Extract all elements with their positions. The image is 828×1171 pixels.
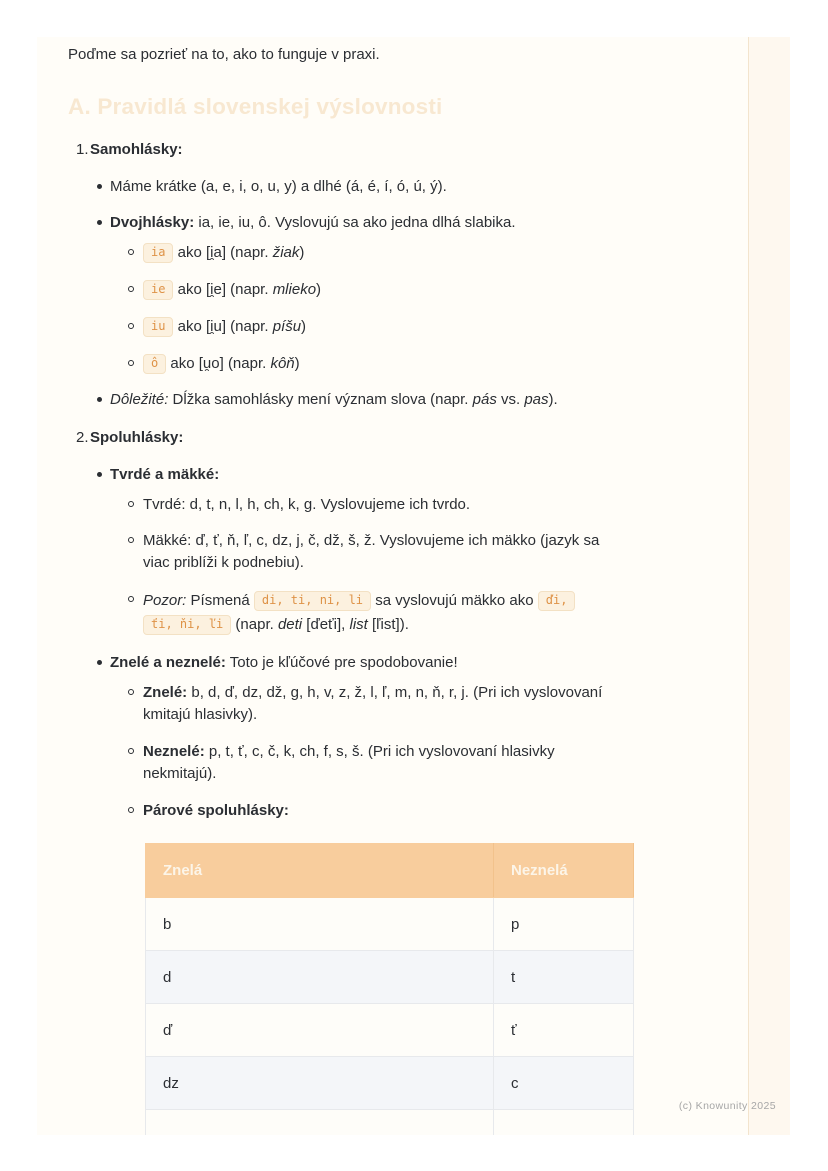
table-cell: [494, 1110, 634, 1136]
bullet-label-italic: Dôležité:: [110, 391, 169, 408]
item-title: Spoluhlásky:: [90, 429, 184, 446]
code-chip: ia: [143, 243, 173, 263]
item-makke: [68, 530, 730, 574]
bullet-tvrde-makke: [68, 464, 730, 637]
code-chip: iu: [143, 317, 173, 337]
table-cell: d: [146, 951, 494, 1004]
example-word: kôň: [270, 355, 295, 372]
hard-soft-list: [68, 494, 730, 637]
item-text: Písmená: [186, 592, 254, 609]
table-cell: c: [494, 1057, 634, 1110]
numbered-item-title: [68, 427, 730, 448]
table-cell: p: [494, 898, 634, 951]
item-text-line2: viac priblíži k podnebiu).: [143, 554, 304, 571]
code-chip: ie: [143, 280, 173, 300]
example-word: pás: [472, 391, 497, 408]
bullet-text: Toto je kľúčové pre spodobovanie!: [225, 654, 458, 671]
item-suffix: ): [316, 281, 322, 298]
diphthong-item-o: [68, 353, 730, 374]
item-text-line1: Mäkké: ď, ť, ň, ľ, c, dz, j, č, dž, š, ž. Vyslovujeme ich mäkko (jazyk sa: [143, 532, 600, 549]
table-row: [146, 951, 634, 1004]
item-text-line2: nekmitajú).: [143, 765, 217, 782]
bullet-list: [68, 176, 730, 410]
copyright-watermark: (c) Knowunity 2025: [678, 1100, 776, 1112]
table-cell: t: [494, 951, 634, 1004]
diphthong-item-iu: [68, 316, 730, 337]
item-neznele: [68, 741, 730, 785]
diphthong-item-ie: [68, 279, 730, 300]
list-number: 2.: [76, 429, 89, 446]
item-tvrde: [68, 494, 730, 515]
list-item-samohlasky: [68, 139, 730, 410]
bullet-kratke-dlhe: [68, 176, 730, 197]
item-label-italic: Pozor:: [143, 592, 187, 609]
bullet-label: Tvrdé a mäkké:: [110, 466, 220, 483]
list-item-spoluhlasky: [68, 427, 730, 1135]
example-word: deti: [277, 616, 303, 633]
bullet-text: ).: [548, 391, 558, 408]
bullet-text: vs.: [496, 391, 525, 408]
bullet-text: ia, ie, iu, ô. Vyslovujú sa ako jedna dlhá slabika.: [194, 214, 516, 231]
item-suffix: ): [299, 244, 305, 261]
voiced-list: [68, 682, 730, 1135]
item-text: ako [i̯a] (napr.: [173, 244, 273, 261]
item-text-line1: b, d, ď, dz, dž, g, h, v, z, ž, l, ľ, m, n, ň, r, j. (Pri ich vyslovovaní: [187, 684, 603, 701]
document-page-card: [37, 37, 790, 1135]
table-cell: b: [146, 898, 494, 951]
item-text-line1: p, t, ť, c, č, k, ch, f, s, š. (Pri ich vyslovovaní hlasivky: [204, 743, 555, 760]
bullet-dolezite: [68, 389, 730, 410]
item-suffix: ): [294, 355, 300, 372]
table-header-row: [146, 844, 634, 898]
item-label: Neznelé:: [143, 743, 205, 760]
item-text: ako [u̯o] (napr.: [166, 355, 271, 372]
item-parove: [68, 800, 730, 1135]
item-suffix: ): [301, 318, 307, 335]
code-chip: ô: [143, 354, 166, 374]
table-row: [146, 898, 634, 951]
bullet-text: Dĺžka samohlásky mení význam slova (napr.: [168, 391, 473, 408]
example-word: pas: [524, 391, 549, 408]
diphthong-item-ia: [68, 242, 730, 263]
table-cell: ť: [494, 1004, 634, 1057]
item-pozor: [68, 589, 730, 637]
item-text: Tvrdé: d, t, n, l, h, ch, k, g. Vyslovujeme ich tvrdo.: [143, 496, 471, 513]
table-header-znela: Znelá: [146, 844, 494, 898]
table-header-neznela: Neznelá: [494, 844, 634, 898]
example-word: píšu: [272, 318, 302, 335]
code-chip: di, ti, ni, li: [254, 591, 371, 611]
numbered-list: [68, 139, 730, 1135]
item-text-line2: kmitajú hlasivky).: [143, 706, 258, 723]
numbered-item-title: [68, 139, 730, 160]
table-cell: dz: [146, 1057, 494, 1110]
table-row: [146, 1004, 634, 1057]
table-cell: [146, 1110, 494, 1136]
page-margin-strip: [748, 37, 790, 1135]
item-text: [ľist]).: [367, 616, 409, 633]
table-row-clipped: [146, 1110, 634, 1136]
item-label: Párové spoluhlásky:: [143, 802, 289, 819]
item-text: ako [i̯e] (napr.: [173, 281, 273, 298]
example-word: žiak: [272, 244, 300, 261]
list-number: 1.: [76, 141, 89, 158]
document-content: [68, 44, 730, 1135]
code-chip: ďi,: [538, 591, 576, 611]
code-chip: ťi, ňi, ľi: [143, 615, 231, 635]
pairs-table: [145, 843, 634, 1135]
item-znele: [68, 682, 730, 726]
bullet-label: Znelé a neznelé:: [110, 654, 226, 671]
section-heading: A. Pravidlá slovenskej výslovnosti: [68, 94, 443, 119]
example-word: list: [349, 616, 368, 633]
item-title: Samohlásky:: [90, 141, 183, 158]
item-text: sa vyslovujú mäkko ako: [371, 592, 538, 609]
bullet-label: Dvojhlásky:: [110, 214, 195, 231]
bullet-dvojhlasky: [68, 212, 730, 374]
table-cell: ď: [146, 1004, 494, 1057]
bullet-znele-neznele: [68, 652, 730, 1135]
diphthong-list: [68, 242, 730, 374]
item-text: (napr.: [231, 616, 278, 633]
table-row: [146, 1057, 634, 1110]
bullet-text: Máme krátke (a, e, i, o, u, y) a dlhé (á, é, í, ó, ú, ý).: [110, 178, 447, 195]
item-text: ako [i̯u] (napr.: [173, 318, 273, 335]
item-label: Znelé:: [143, 684, 188, 701]
item-text: [ďeťi],: [302, 616, 350, 633]
bullet-list: [68, 464, 730, 1135]
intro-paragraph: Poďme sa pozrieť na to, ako to funguje v praxi.: [68, 46, 380, 63]
example-word: mlieko: [272, 281, 317, 298]
